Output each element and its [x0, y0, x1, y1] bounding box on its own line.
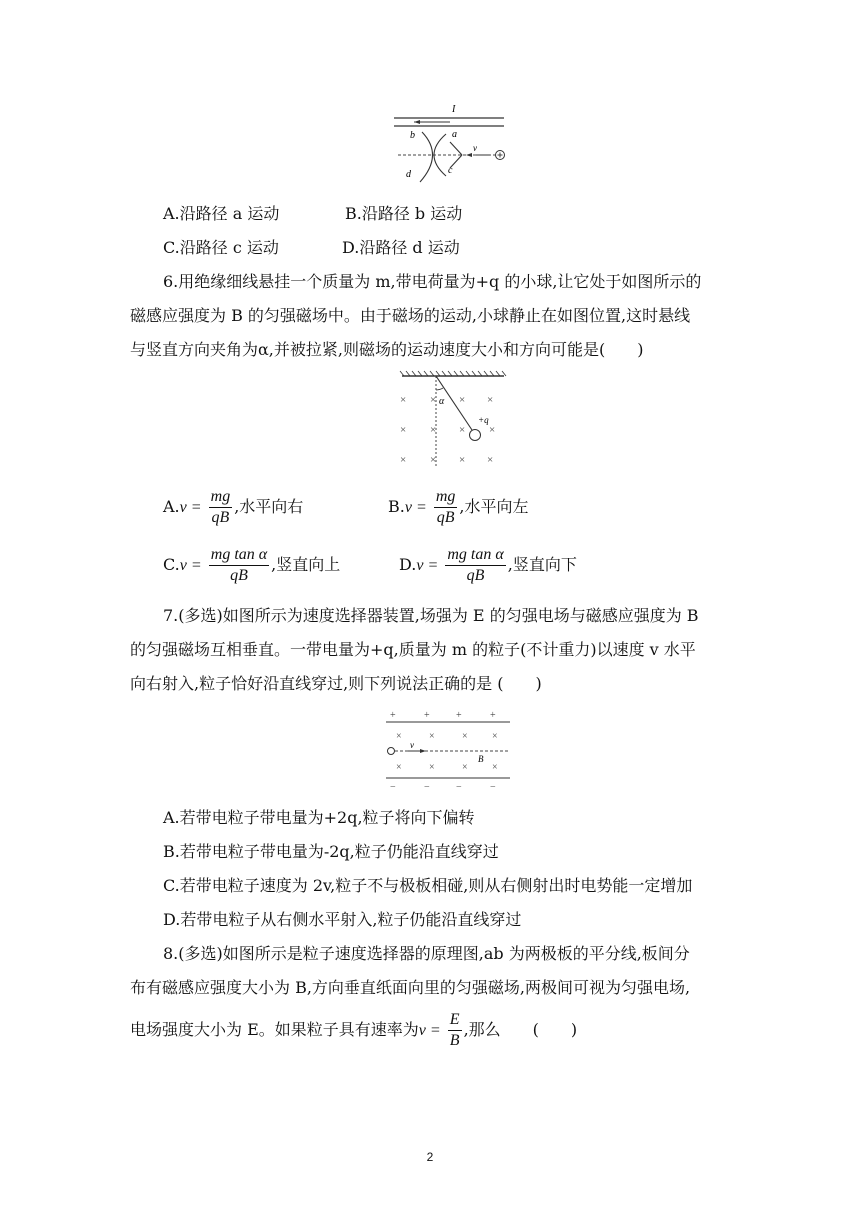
- field-cross: ×: [462, 731, 468, 742]
- field-cross: ×: [430, 424, 437, 436]
- formula-fraction: [209, 488, 233, 527]
- option-prefix: C.: [163, 555, 180, 574]
- option-prefix: D.: [399, 555, 417, 574]
- fraction-numerator: mg tan α: [209, 546, 269, 566]
- page-number: 2: [426, 1150, 434, 1164]
- q7-field-label: B: [478, 754, 484, 764]
- q5-option-a: A.沿路径 a 运动: [163, 204, 280, 223]
- option-prefix: A.: [163, 497, 180, 516]
- fraction-numerator: mg tan α: [445, 546, 505, 566]
- fraction-denominator: qB: [230, 567, 248, 584]
- q6-figure: [396, 370, 508, 470]
- plus-sign: +: [424, 710, 430, 721]
- field-cross: ×: [462, 762, 468, 773]
- formula-fraction: [448, 1011, 462, 1050]
- q7-option-c: C.若带电粒子速度为 2v,粒子不与极板相碰,则从右侧射出时电势能一定增加: [163, 876, 693, 895]
- minus-sign: −: [456, 782, 462, 790]
- field-cross: ×: [487, 394, 494, 406]
- q6-line-2: 磁感应强度为 B 的匀强磁场中。由于磁场的运动,小球静止在如图位置,这时悬线: [130, 306, 691, 325]
- minus-sign: −: [390, 782, 396, 790]
- q6-angle-label: α: [439, 396, 445, 407]
- q5-option-d: D.沿路径 d 运动: [342, 238, 460, 257]
- option-suffix: ,水平向左: [459, 497, 529, 516]
- field-cross: ×: [430, 454, 437, 466]
- q5-label-d: d: [406, 169, 411, 180]
- field-cross: ×: [459, 424, 466, 436]
- field-cross: ×: [492, 762, 498, 773]
- q8-line-3-suffix: ,那么 ( ): [463, 1020, 578, 1039]
- formula-variable: v =: [179, 557, 202, 574]
- option-suffix: ,水平向右: [234, 497, 304, 516]
- plus-sign: +: [490, 710, 496, 721]
- q6-option-d: [399, 546, 577, 585]
- q7-option-d: D.若带电粒子从右侧水平射入,粒子仍能沿直线穿过: [163, 910, 522, 929]
- q8-line-1: 8.(多选)如图所示是粒子速度选择器的原理图,ab 为两极板的平分线,板间分: [163, 944, 690, 963]
- q5-figure: [392, 100, 512, 186]
- field-cross: ×: [396, 762, 402, 773]
- field-cross: ×: [396, 731, 402, 742]
- field-cross: ×: [459, 454, 466, 466]
- field-cross: ×: [429, 731, 435, 742]
- formula-fraction: [209, 546, 269, 585]
- q6-option-c: [163, 546, 340, 585]
- q7-line-3: 向右射入,粒子恰好沿直线穿过,则下列说法正确的是 ( ): [130, 674, 542, 693]
- field-cross: ×: [429, 762, 435, 773]
- q6-charge-label: +q: [478, 415, 489, 425]
- fraction-numerator: E: [448, 1011, 462, 1031]
- q5-label-a: a: [452, 129, 457, 140]
- q7-figure: [384, 706, 514, 790]
- q7-option-a: A.若带电粒子带电量为+2q,粒子将向下偏转: [163, 808, 475, 827]
- q5-option-c: C.沿路径 c 运动: [163, 238, 279, 257]
- option-suffix: ,竖直向上: [271, 555, 341, 574]
- q7-option-b: B.若带电粒子带电量为-2q,粒子仍能沿直线穿过: [163, 842, 499, 861]
- fraction-denominator: B: [449, 1032, 460, 1049]
- q5-label-b: b: [410, 130, 415, 141]
- formula-variable: v =: [404, 499, 427, 516]
- field-cross: ×: [400, 424, 407, 436]
- minus-sign: −: [424, 782, 430, 790]
- field-cross: ×: [400, 454, 407, 466]
- q6-option-a: [163, 488, 303, 527]
- q8-line-3-text: 电场强度大小为 E。如果粒子具有速率为: [130, 1020, 419, 1039]
- q5-option-b: B.沿路径 b 运动: [345, 204, 463, 223]
- field-cross: ×: [400, 394, 407, 406]
- q6-option-b: [388, 488, 529, 527]
- field-cross: ×: [492, 731, 498, 742]
- q8-line-3: [130, 1011, 577, 1050]
- q8-line-2: 布有磁感应强度大小为 B,方向垂直纸面向里的匀强磁场,两极间可视为匀强电场,: [130, 978, 691, 997]
- formula-variable: v =: [179, 499, 202, 516]
- minus-sign: −: [490, 782, 496, 790]
- field-cross: ×: [487, 454, 494, 466]
- option-suffix: ,竖直向下: [507, 555, 577, 574]
- fraction-numerator: mg: [209, 488, 233, 508]
- q6-line-1: 6.用绝缘细线悬挂一个质量为 m,带电荷量为+q 的小球,让它处于如图所示的: [163, 272, 702, 291]
- formula-fraction: [434, 488, 458, 527]
- fraction-denominator: qB: [466, 567, 485, 584]
- formula-variable: v =: [416, 557, 439, 574]
- field-cross: ×: [459, 394, 466, 406]
- q5-current-label: I: [452, 104, 456, 115]
- fraction-denominator: qB: [211, 509, 230, 526]
- q5-label-c: c: [448, 165, 453, 176]
- field-cross: ×: [489, 424, 496, 436]
- formula-fraction: [445, 546, 505, 585]
- q5-velocity-label: v: [473, 143, 477, 153]
- field-cross: ×: [430, 394, 437, 406]
- plus-sign: +: [456, 710, 462, 721]
- formula-variable: v =: [418, 1022, 441, 1039]
- q7-velocity-label: v: [410, 740, 414, 750]
- q7-line-2: 的匀强磁场互相垂直。一带电量为+q,质量为 m 的粒子(不计重力)以速度 v 水平: [130, 640, 696, 659]
- fraction-denominator: qB: [436, 509, 455, 526]
- fraction-numerator: mg: [434, 488, 458, 508]
- q7-line-1: 7.(多选)如图所示为速度选择器装置,场强为 E 的匀强电场与磁感应强度为 B: [163, 606, 699, 625]
- q6-line-3: 与竖直方向夹角为α,并被拉紧,则磁场的运动速度大小和方向可能是( ): [130, 340, 644, 359]
- option-prefix: B.: [388, 497, 405, 516]
- plus-sign: +: [390, 710, 396, 721]
